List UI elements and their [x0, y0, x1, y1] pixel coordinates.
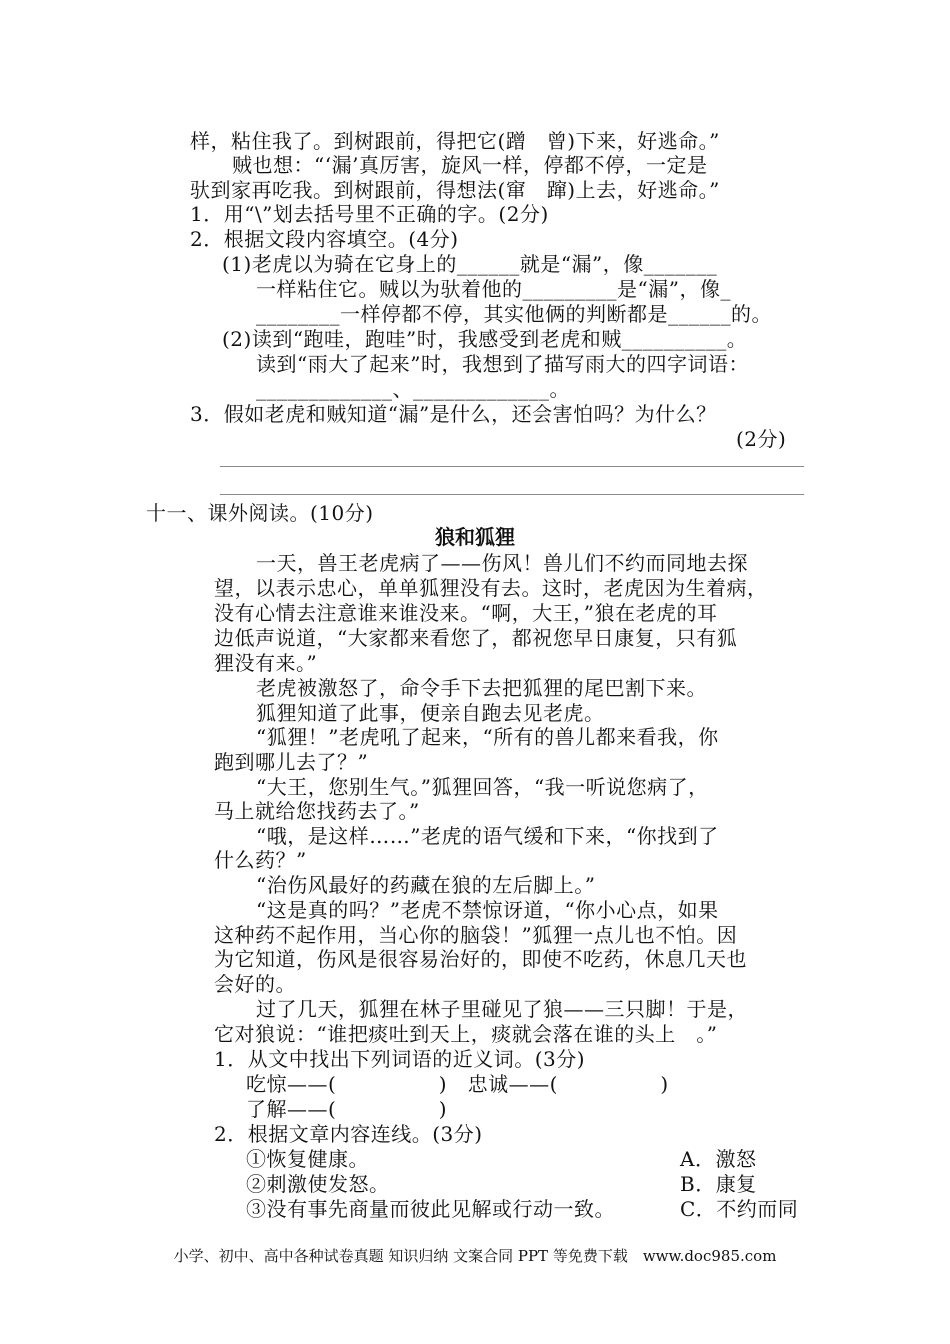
synonym-blanks: 吃惊——( ) 忠诚——( ) — [246, 1072, 669, 1096]
question-2-part-2-cont: 读到“雨大了起来”时，我想到了描写雨大的四字词语： — [256, 352, 749, 376]
passage-line: 贼也想：“‘漏’真厉害，旋风一样，停都不停，一定是 — [232, 153, 708, 177]
match-left-item: ①恢复健康。 — [246, 1147, 369, 1171]
story-paragraph: 什么药？” — [214, 848, 307, 872]
story-paragraph: 老虎被激怒了，命令手下去把狐狸的尾巴割下来。 — [256, 676, 707, 700]
story-paragraph: 这种药不起作用，当心你的脑袋！”狐狸一点儿也不怕。因 — [214, 923, 738, 947]
story-paragraph: 会好的。 — [214, 972, 296, 996]
answer-blanks: _____________、_____________。 — [256, 377, 570, 401]
question-1: 1．用“\”划去括号里不正确的字。(2分) — [190, 202, 549, 226]
question-2: 2．根据文段内容填空。(4分) — [190, 227, 459, 251]
story-paragraph: 没有心情去注意谁来谁没来。“啊，大王，”狼在老虎的耳 — [214, 601, 718, 625]
question-2-part-1-cont: 一样粘住它。贼以为驮着他的_________是“漏”，像_ — [256, 277, 731, 301]
passage-line: 驮到家再吃我。到树跟前，得想法(窜 蹿)上去，好逃命。” — [190, 178, 720, 202]
story-paragraph: 它对狼说：“谁把痰吐到天上，痰就会落在谁的头上 。” — [214, 1022, 718, 1046]
story-paragraph: “哦，是这样……”老虎的语气缓和下来，“你找到了 — [256, 824, 719, 848]
footer-text: 小学、初中、高中各种试卷真题 知识归纳 文案合同 PPT 等免费下载 www.doc985.com — [173, 1247, 777, 1265]
story-paragraph: 马上就给您找药去了。” — [214, 799, 420, 823]
match-right-item: B．康复 — [680, 1172, 757, 1196]
match-right-item: C．不约而同 — [680, 1197, 799, 1221]
reading-question-2: 2．根据文章内容连线。(3分) — [214, 1122, 483, 1146]
synonym-blanks: 了解——( ) — [246, 1097, 448, 1121]
answer-line — [220, 466, 804, 467]
story-paragraph: 一天，兽王老虎病了——伤风！兽儿们不约而同地去探 — [256, 551, 748, 575]
story-paragraph: “治伤风最好的药藏在狼的左后脚上。” — [256, 873, 596, 897]
match-right-item: A．激怒 — [680, 1147, 757, 1171]
story-paragraph: 过了几天，狐狸在林子里碰见了狼——三只脚！于是， — [256, 997, 748, 1021]
match-left-item: ③没有事先商量而彼此见解或行动一致。 — [246, 1197, 615, 1221]
story-paragraph: 狸没有来。” — [214, 651, 318, 675]
question-3-score: (2分) — [736, 427, 787, 451]
story-paragraph: 边低声说道，“大家都来看您了，都祝您早日康复，只有狐 — [214, 626, 738, 650]
story-paragraph: “大王，您别生气。”狐狸回答，“我一听说您病了， — [256, 775, 709, 799]
question-2-part-1: (1)老虎以为骑在它身上的______就是“漏”，像_______ — [222, 252, 718, 276]
answer-line — [220, 494, 804, 495]
reading-question-1: 1．从文中找出下列词语的近义词。(3分) — [214, 1047, 586, 1071]
story-paragraph: 狐狸知道了此事，便亲自跑去见老虎。 — [256, 701, 605, 725]
passage-line: 样，粘住我了。到树跟前，得把它(蹭 曾)下来，好逃命。” — [190, 129, 720, 153]
story-paragraph: 跑到哪儿去了？” — [214, 750, 369, 774]
story-paragraph: “这是真的吗？”老虎不禁惊讶道，“你小心点，如果 — [256, 898, 719, 922]
story-paragraph: “狐狸！”老虎吼了起来，“所有的兽儿都来看我，你 — [256, 725, 719, 749]
question-3: 3．假如老虎和贼知道“漏”是什么，还会害怕吗？为什么？ — [190, 402, 717, 426]
story-paragraph: 为它知道，伤风是很容易治好的，即使不吃药，休息几天也 — [214, 947, 747, 971]
question-2-part-2: (2)读到“跑哇，跑哇”时，我感受到老虎和贼__________。 — [222, 327, 748, 351]
story-paragraph: 望，以表示忠心，单单狐狸没有去。这时，老虎因为生着病， — [214, 576, 768, 600]
story-title: 狼和狐狸 — [435, 525, 515, 549]
section-heading: 十一、课外阅读。(10分) — [146, 501, 374, 525]
question-2-part-1-cont: ________一样停都不停，其实他俩的判断都是______的。 — [256, 302, 772, 326]
match-left-item: ②刺激使发怒。 — [246, 1172, 390, 1196]
